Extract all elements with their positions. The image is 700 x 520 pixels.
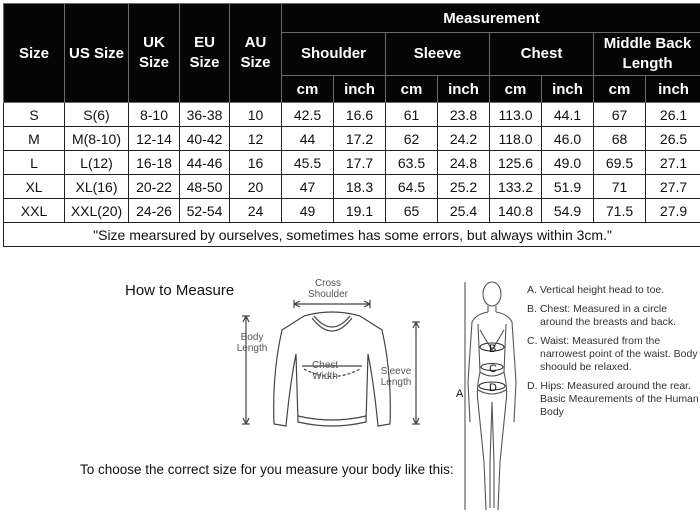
table-cell: 12 bbox=[230, 127, 282, 151]
table-cell: XXL(20) bbox=[65, 199, 129, 223]
table-cell: 16 bbox=[230, 151, 282, 175]
table-cell: 44.1 bbox=[542, 103, 594, 127]
table-cell: 133.2 bbox=[490, 175, 542, 199]
table-cell: 61 bbox=[386, 103, 438, 127]
legend-item-a: A. Vertical height head to toe. bbox=[527, 284, 665, 296]
unit-header: inch bbox=[334, 76, 386, 103]
figure-letter-b: B bbox=[489, 343, 497, 355]
body-length-label: Body Length bbox=[236, 332, 268, 354]
how-to-measure-title: How to Measure bbox=[125, 282, 235, 299]
table-cell: M bbox=[4, 127, 65, 151]
header-size: Size bbox=[4, 4, 65, 103]
table-cell: 52-54 bbox=[180, 199, 230, 223]
sleeve-length-label: Sleeve Length bbox=[380, 366, 412, 388]
table-row bbox=[4, 199, 700, 223]
table-cell: 23.8 bbox=[438, 103, 490, 127]
table-cell: 26.1 bbox=[646, 103, 700, 127]
table-cell: 51.9 bbox=[542, 175, 594, 199]
table-cell: 27.9 bbox=[646, 199, 700, 223]
figure-letter-a: A bbox=[456, 388, 464, 400]
table-cell: 49.0 bbox=[542, 151, 594, 175]
unit-header: inch bbox=[438, 76, 490, 103]
unit-header: inch bbox=[646, 76, 700, 103]
table-cell: 62 bbox=[386, 127, 438, 151]
table-row bbox=[4, 103, 700, 127]
legend-item-c: C. Waist: Measured from the narrowest point of the waist. Body shoould be relaxed. bbox=[527, 335, 698, 373]
table-row bbox=[4, 175, 700, 199]
table-cell: 71.5 bbox=[594, 199, 646, 223]
table-cell: 36-38 bbox=[180, 103, 230, 127]
table-cell: 17.7 bbox=[334, 151, 386, 175]
header-middle-back-length: Middle Back Length bbox=[594, 33, 700, 76]
cross-shoulder-label: Cross Shoulder bbox=[307, 278, 349, 300]
measurement-note: "Size mearsured by ourselves, sometimes has some errors, but always within 3cm." bbox=[4, 223, 700, 247]
figure-letter-c: C bbox=[489, 363, 497, 375]
legend-item-d: D. Hips: Measured around the rear. Basic Meaurements of the Human Body bbox=[527, 380, 699, 418]
table-cell: M(8-10) bbox=[65, 127, 129, 151]
table-cell: 46.0 bbox=[542, 127, 594, 151]
header-sleeve: Sleeve bbox=[386, 33, 490, 76]
unit-header: cm bbox=[490, 76, 542, 103]
table-cell: 54.9 bbox=[542, 199, 594, 223]
legend-item-b: B. Chest: Measured in a circle around the breasts and back. bbox=[527, 303, 677, 328]
table-cell: S bbox=[4, 103, 65, 127]
table-cell: 19.1 bbox=[334, 199, 386, 223]
table-cell: 63.5 bbox=[386, 151, 438, 175]
table-cell: 64.5 bbox=[386, 175, 438, 199]
table-cell: 47 bbox=[282, 175, 334, 199]
table-cell: 27.7 bbox=[646, 175, 700, 199]
table-cell: 10 bbox=[230, 103, 282, 127]
how-to-measure-section bbox=[0, 262, 700, 520]
table-cell: XXL bbox=[4, 199, 65, 223]
measurement-legend bbox=[527, 284, 700, 425]
size-chart-table bbox=[3, 3, 700, 247]
table-cell: 16.6 bbox=[334, 103, 386, 127]
table-cell: XL(16) bbox=[65, 175, 129, 199]
figure-letter-d: D bbox=[489, 382, 497, 394]
table-cell: 71 bbox=[594, 175, 646, 199]
header-chest: Chest bbox=[490, 33, 594, 76]
unit-header: cm bbox=[594, 76, 646, 103]
header-au-size: AU Size bbox=[230, 4, 282, 103]
table-cell: 118.0 bbox=[490, 127, 542, 151]
table-cell: 25.2 bbox=[438, 175, 490, 199]
header-measurement: Measurement bbox=[282, 4, 700, 33]
table-cell: 8-10 bbox=[129, 103, 180, 127]
body-figure bbox=[452, 272, 532, 517]
table-cell: 18.3 bbox=[334, 175, 386, 199]
table-cell: L bbox=[4, 151, 65, 175]
table-row bbox=[4, 127, 700, 151]
table-cell: 40-42 bbox=[180, 127, 230, 151]
table-cell: 140.8 bbox=[490, 199, 542, 223]
header-us-size: US Size bbox=[65, 4, 129, 103]
table-row bbox=[4, 151, 700, 175]
table-cell: 24.8 bbox=[438, 151, 490, 175]
table-cell: 44 bbox=[282, 127, 334, 151]
table-cell: 20-22 bbox=[129, 175, 180, 199]
size-instruction: To choose the correct size for you measure your body like this: bbox=[80, 462, 454, 477]
table-cell: 20 bbox=[230, 175, 282, 199]
table-cell: 44-46 bbox=[180, 151, 230, 175]
header-eu-size: EU Size bbox=[180, 4, 230, 103]
table-cell: L(12) bbox=[65, 151, 129, 175]
table-cell: 48-50 bbox=[180, 175, 230, 199]
table-cell: 24 bbox=[230, 199, 282, 223]
table-cell: 42.5 bbox=[282, 103, 334, 127]
table-cell: XL bbox=[4, 175, 65, 199]
table-cell: 68 bbox=[594, 127, 646, 151]
chest-width-label: Chest Width bbox=[311, 360, 339, 382]
table-cell: 49 bbox=[282, 199, 334, 223]
table-cell: 69.5 bbox=[594, 151, 646, 175]
unit-header: cm bbox=[282, 76, 334, 103]
table-cell: 45.5 bbox=[282, 151, 334, 175]
table-cell: 24.2 bbox=[438, 127, 490, 151]
table-cell: S(6) bbox=[65, 103, 129, 127]
table-cell: 65 bbox=[386, 199, 438, 223]
unit-header: inch bbox=[542, 76, 594, 103]
header-shoulder: Shoulder bbox=[282, 33, 386, 76]
table-cell: 27.1 bbox=[646, 151, 700, 175]
table-cell: 16-18 bbox=[129, 151, 180, 175]
unit-header: cm bbox=[386, 76, 438, 103]
table-cell: 26.5 bbox=[646, 127, 700, 151]
table-cell: 17.2 bbox=[334, 127, 386, 151]
table-cell: 24-26 bbox=[129, 199, 180, 223]
table-cell: 113.0 bbox=[490, 103, 542, 127]
table-cell: 67 bbox=[594, 103, 646, 127]
table-cell: 12-14 bbox=[129, 127, 180, 151]
table-cell: 25.4 bbox=[438, 199, 490, 223]
header-uk-size: UK Size bbox=[129, 4, 180, 103]
table-cell: 125.6 bbox=[490, 151, 542, 175]
